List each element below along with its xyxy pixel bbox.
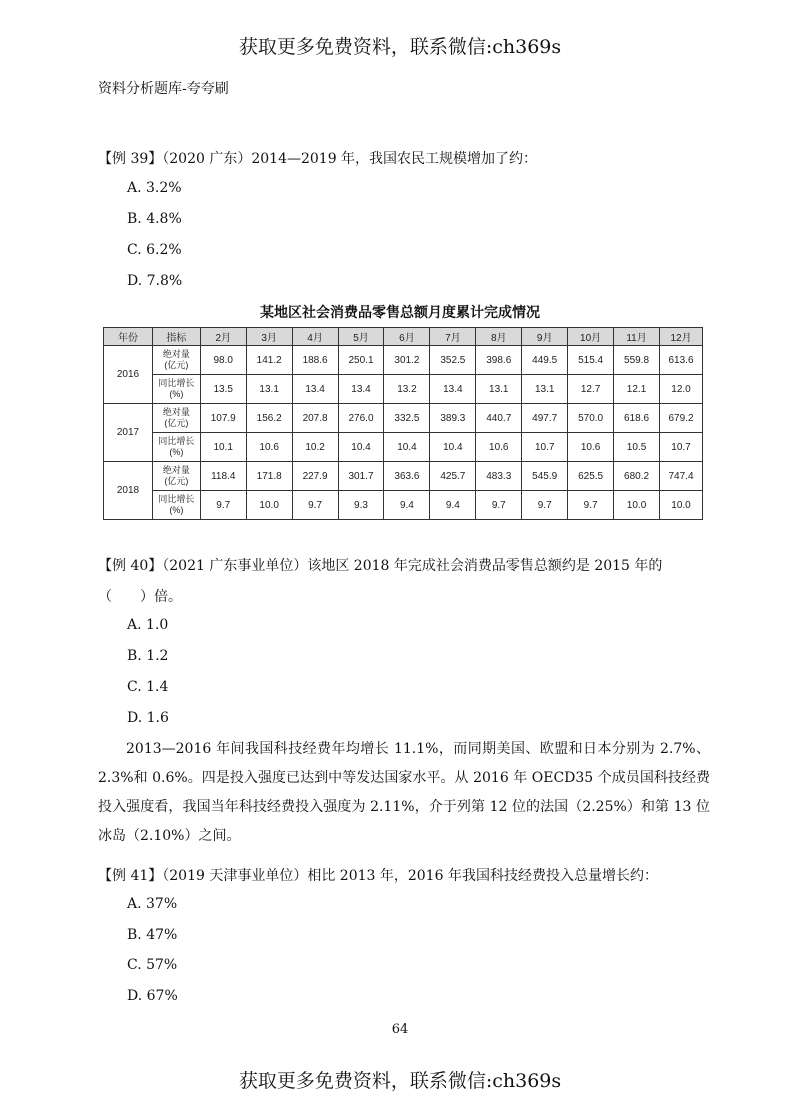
value-cell: 118.4 bbox=[200, 462, 246, 491]
question-39-option-b: B. 4.8% bbox=[127, 211, 182, 227]
value-cell: 13.1 bbox=[246, 375, 292, 404]
question-41-option-b: B. 47% bbox=[127, 927, 178, 943]
value-cell: 440.7 bbox=[476, 404, 522, 433]
value-cell: 679.2 bbox=[660, 404, 703, 433]
value-cell: 10.7 bbox=[660, 433, 703, 462]
value-cell: 570.0 bbox=[568, 404, 614, 433]
value-cell: 98.0 bbox=[200, 346, 246, 375]
question-41-option-d: D. 67% bbox=[127, 988, 178, 1004]
table-row bbox=[104, 433, 703, 462]
year-cell: 2016 bbox=[104, 346, 153, 404]
value-cell: 250.1 bbox=[338, 346, 384, 375]
question-40-option-d: D. 1.6 bbox=[127, 710, 169, 726]
value-cell: 156.2 bbox=[246, 404, 292, 433]
value-cell: 13.4 bbox=[338, 375, 384, 404]
value-cell: 10.7 bbox=[522, 433, 568, 462]
indicator-cell: 绝对量 (亿元) bbox=[152, 404, 200, 433]
value-cell: 10.6 bbox=[246, 433, 292, 462]
value-cell: 449.5 bbox=[522, 346, 568, 375]
indicator-cell: 同比增长 (%) bbox=[152, 375, 200, 404]
value-cell: 10.4 bbox=[384, 433, 430, 462]
question-39-option-a: A. 3.2% bbox=[127, 180, 182, 196]
indicator-cell: 绝对量 (亿元) bbox=[152, 462, 200, 491]
question-39-option-c: C. 6.2% bbox=[127, 242, 182, 258]
value-cell: 398.6 bbox=[476, 346, 522, 375]
value-cell: 613.6 bbox=[660, 346, 703, 375]
value-cell: 618.6 bbox=[614, 404, 660, 433]
value-cell: 10.2 bbox=[292, 433, 338, 462]
header-month: 4月 bbox=[292, 328, 338, 346]
question-40-option-b: B. 1.2 bbox=[127, 648, 169, 664]
header-month: 5月 bbox=[338, 328, 384, 346]
table-row bbox=[104, 404, 703, 433]
indicator-cell: 同比增长 (%) bbox=[152, 433, 200, 462]
value-cell: 559.8 bbox=[614, 346, 660, 375]
header-month: 12月 bbox=[660, 328, 703, 346]
running-header: 资料分析题库-夸夸刷 bbox=[98, 81, 229, 97]
value-cell: 9.7 bbox=[476, 491, 522, 520]
question-40-stem-line1: 【例 40】（2021 广东事业单位）该地区 2018 年完成社会消费品零售总额约是 2015 年的 bbox=[98, 558, 663, 574]
value-cell: 10.4 bbox=[338, 433, 384, 462]
value-cell: 13.1 bbox=[476, 375, 522, 404]
value-cell: 545.9 bbox=[522, 462, 568, 491]
question-41-stem: 【例 41】（2019 天津事业单位）相比 2013 年，2016 年我国科技经费投入总量增长约： bbox=[98, 868, 658, 884]
table-row bbox=[104, 491, 703, 520]
value-cell: 10.5 bbox=[614, 433, 660, 462]
table-title: 某地区社会消费品零售总额月度累计完成情况 bbox=[260, 305, 540, 321]
header-month: 3月 bbox=[246, 328, 292, 346]
top-banner: 获取更多免费资料，联系微信:ch369s bbox=[238, 36, 562, 58]
value-cell: 9.7 bbox=[292, 491, 338, 520]
value-cell: 352.5 bbox=[430, 346, 476, 375]
value-cell: 301.7 bbox=[338, 462, 384, 491]
indicator-cell: 绝对量 (亿元) bbox=[152, 346, 200, 375]
indicator-cell: 同比增长 (%) bbox=[152, 491, 200, 520]
retail-sales-table bbox=[103, 327, 703, 520]
value-cell: 363.6 bbox=[384, 462, 430, 491]
value-cell: 9.7 bbox=[522, 491, 568, 520]
question-40-option-c: C. 1.4 bbox=[127, 679, 169, 695]
question-41-option-c: C. 57% bbox=[127, 957, 178, 973]
value-cell: 425.7 bbox=[430, 462, 476, 491]
header-month: 6月 bbox=[384, 328, 430, 346]
value-cell: 13.5 bbox=[200, 375, 246, 404]
passage-text: 2013—2016 年间我国科技经费年均增长 11.1%，而同期美国、欧盟和日本分别为 2.7%、2.3%和 0.6%。四是投入强度已达到中等发达国家水平。从 2016 年 OECD35 个成员国科技经费投入强度看，我国当年科技经费投入强度为 2.11%，介于列第 12 位的法国（2.25%）和第 13 位冰岛（2.10%）之间。 bbox=[98, 741, 710, 844]
value-cell: 188.6 bbox=[292, 346, 338, 375]
value-cell: 13.1 bbox=[522, 375, 568, 404]
value-cell: 10.1 bbox=[200, 433, 246, 462]
value-cell: 12.7 bbox=[568, 375, 614, 404]
question-39-stem: 【例 39】（2020 广东）2014—2019 年，我国农民工规模增加了约： bbox=[98, 151, 538, 167]
value-cell: 10.0 bbox=[614, 491, 660, 520]
header-year: 年份 bbox=[104, 328, 153, 346]
header-indicator: 指标 bbox=[152, 328, 200, 346]
value-cell: 625.5 bbox=[568, 462, 614, 491]
table-row bbox=[104, 375, 703, 404]
value-cell: 276.0 bbox=[338, 404, 384, 433]
header-month: 2月 bbox=[200, 328, 246, 346]
value-cell: 9.7 bbox=[200, 491, 246, 520]
question-41-option-a: A. 37% bbox=[127, 896, 178, 912]
year-cell: 2018 bbox=[104, 462, 153, 520]
table-header-row bbox=[104, 328, 703, 346]
value-cell: 10.6 bbox=[568, 433, 614, 462]
value-cell: 10.4 bbox=[430, 433, 476, 462]
value-cell: 497.7 bbox=[522, 404, 568, 433]
value-cell: 389.3 bbox=[430, 404, 476, 433]
header-month: 11月 bbox=[614, 328, 660, 346]
header-month: 10月 bbox=[568, 328, 614, 346]
value-cell: 301.2 bbox=[384, 346, 430, 375]
value-cell: 9.4 bbox=[384, 491, 430, 520]
table-row bbox=[104, 346, 703, 375]
question-39-option-d: D. 7.8% bbox=[127, 273, 183, 289]
value-cell: 207.8 bbox=[292, 404, 338, 433]
value-cell: 680.2 bbox=[614, 462, 660, 491]
value-cell: 13.4 bbox=[430, 375, 476, 404]
header-month: 7月 bbox=[430, 328, 476, 346]
value-cell: 10.0 bbox=[660, 491, 703, 520]
value-cell: 12.1 bbox=[614, 375, 660, 404]
value-cell: 10.0 bbox=[246, 491, 292, 520]
header-month: 8月 bbox=[476, 328, 522, 346]
page-number: 64 bbox=[391, 1022, 409, 1037]
header-month: 9月 bbox=[522, 328, 568, 346]
table-row bbox=[104, 462, 703, 491]
value-cell: 747.4 bbox=[660, 462, 703, 491]
question-40-stem-line2: （ ）倍。 bbox=[98, 589, 182, 605]
value-cell: 171.8 bbox=[246, 462, 292, 491]
value-cell: 515.4 bbox=[568, 346, 614, 375]
value-cell: 9.4 bbox=[430, 491, 476, 520]
value-cell: 12.0 bbox=[660, 375, 703, 404]
value-cell: 332.5 bbox=[384, 404, 430, 433]
value-cell: 483.3 bbox=[476, 462, 522, 491]
question-40-option-a: A. 1.0 bbox=[127, 617, 169, 633]
value-cell: 13.4 bbox=[292, 375, 338, 404]
bottom-banner: 获取更多免费资料，联系微信:ch369s bbox=[238, 1070, 562, 1092]
value-cell: 9.7 bbox=[568, 491, 614, 520]
value-cell: 141.2 bbox=[246, 346, 292, 375]
year-cell: 2017 bbox=[104, 404, 153, 462]
value-cell: 9.3 bbox=[338, 491, 384, 520]
value-cell: 227.9 bbox=[292, 462, 338, 491]
value-cell: 107.9 bbox=[200, 404, 246, 433]
value-cell: 13.2 bbox=[384, 375, 430, 404]
value-cell: 10.6 bbox=[476, 433, 522, 462]
